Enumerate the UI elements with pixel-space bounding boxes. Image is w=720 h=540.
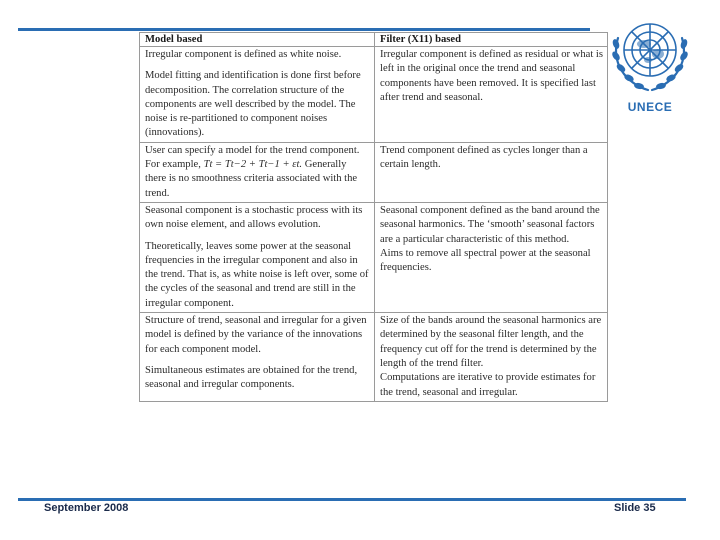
cell-paragraph: Simultaneous estimates are obtained for the trend, seasonal and irregular components. xyxy=(145,364,358,391)
cell-paragraph: Trend component defined as cycles longer than a certain length. xyxy=(380,144,588,171)
un-emblem-icon xyxy=(604,8,696,100)
cell-model-irregular xyxy=(140,47,375,143)
top-rule xyxy=(18,28,590,31)
cell-paragraph: Seasonal component is a stochastic process with its own noise element, and allows evolution. xyxy=(145,204,363,231)
cell-model-seasonal xyxy=(140,202,375,312)
cell-text: Generally there is no smoothness criteria associated with the trend. xyxy=(145,159,358,199)
table-row-seasonal xyxy=(140,202,608,312)
cell-paragraph: Theoretically, leaves some power at the seasonal frequencies in the irregular component and also in the trend. That is, as white noise is left over, some of the cycles of the seasonal and trend are still in the irregular component. xyxy=(145,240,369,309)
cell-paragraph: Aims to remove all spectral power at the seasonal frequencies. xyxy=(380,247,591,274)
cell-paragraph: Structure of trend, seasonal and irregular for a given model is defined by the variance of the innovations for each component model. xyxy=(145,315,367,355)
cell-filter-structure xyxy=(375,313,608,402)
footer-slide-number: Slide 35 xyxy=(614,502,656,514)
footer-date: September 2008 xyxy=(44,502,129,514)
cell-model-trend xyxy=(140,142,375,202)
cell-filter-trend xyxy=(375,142,608,202)
header-model-based: Model based xyxy=(140,33,375,47)
cell-text: User can specify a model for the trend component. For example, xyxy=(145,144,360,171)
unece-wordmark: UNECE xyxy=(627,100,673,114)
cell-paragraph: Irregular component is defined as white noise. xyxy=(145,49,342,60)
cell-paragraph: Computations are iterative to provide estimates for the trend, seasonal and irregular. xyxy=(380,372,596,398)
cell-paragraph: Irregular component is defined as residual or what is left in the original once the trend and seasonal components have been removed. It is specified last after trend and seasonal. xyxy=(380,49,603,103)
un-emblem-logo xyxy=(604,8,696,118)
table-row-trend xyxy=(140,142,608,202)
cell-model-structure xyxy=(140,313,375,402)
comparison-table-container xyxy=(139,32,607,516)
header-filter-based: Filter (X11) based xyxy=(375,33,608,47)
cell-filter-irregular xyxy=(375,47,608,143)
comparison-table xyxy=(139,32,608,402)
cell-paragraph: Seasonal component defined as the band around the seasonal harmonics. The ‘smooth’ seasonal factors are a particular characteristic of this method. xyxy=(380,204,600,245)
cell-filter-seasonal xyxy=(375,202,608,312)
table-row-irregular xyxy=(140,47,608,143)
cell-paragraph: Model fitting and identification is done first before decomposition. The correlation structure of the components are well described by the model. The noise is re-partitioned to component noises (innovations). xyxy=(145,70,361,139)
table-header-row xyxy=(140,33,608,47)
trend-formula: Tt = Tt−2 + Tt−1 + εt. xyxy=(203,159,303,171)
table-row-structure xyxy=(140,313,608,402)
bottom-rule xyxy=(18,498,686,501)
cell-paragraph: Size of the bands around the seasonal harmonics are determined by the seasonal filter length, and the frequency cut off for the trend is determined by the length of the trend filter. xyxy=(380,315,602,369)
